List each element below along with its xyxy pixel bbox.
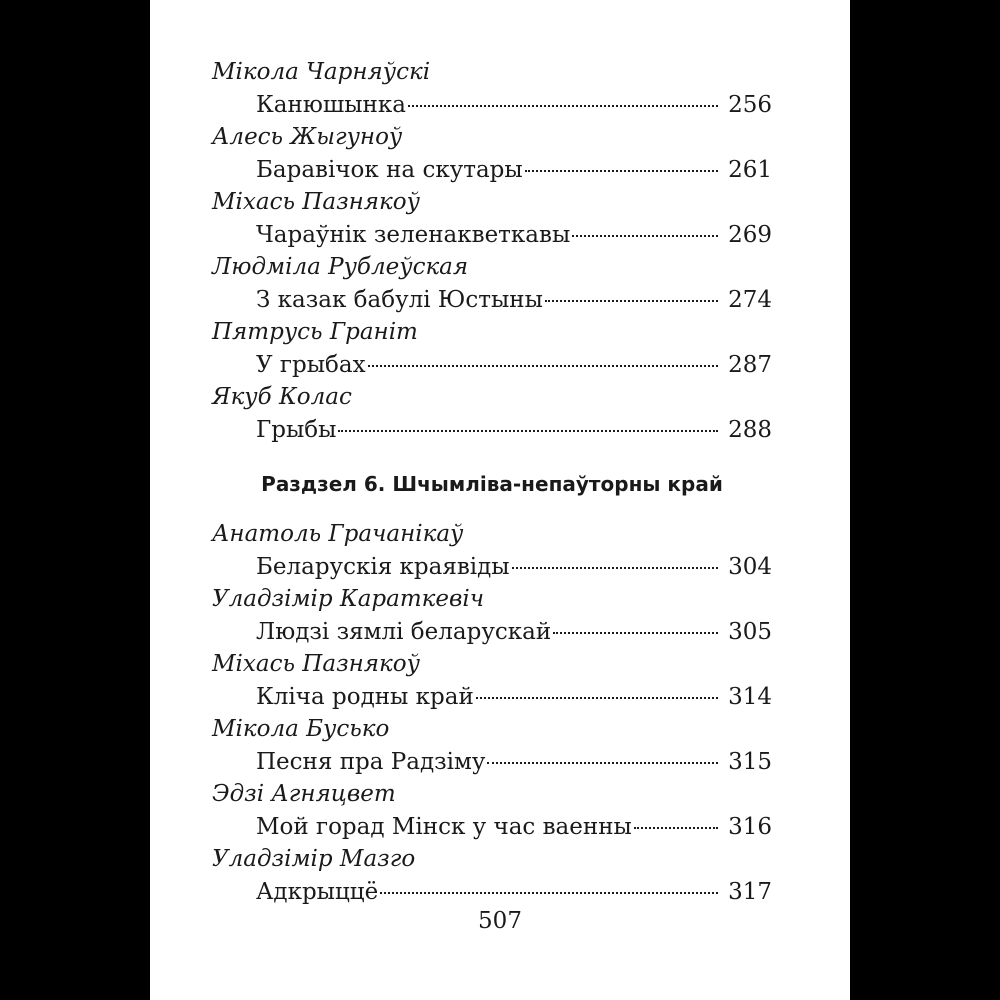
dot-leader [380,892,718,894]
toc-author: Анатоль Грачанікаў [212,521,464,547]
toc-page-number: 304 [728,553,772,580]
dot-leader [525,170,718,172]
toc-title: Грыбы [256,416,337,443]
dot-leader [634,827,718,829]
toc-author: Міхась Пазнякоў [212,189,420,215]
toc-title: Беларускія краявіды [256,553,510,580]
toc-title: Канюшынка [256,91,406,118]
toc-title: З казак бабулі Юстыны [256,286,543,313]
toc-group-2 [212,518,772,908]
toc-page-number: 315 [728,748,772,775]
toc-page-number: 305 [728,618,772,645]
toc-title: Баравічок на скутары [256,156,523,183]
toc-page-number: 287 [728,351,772,378]
toc-item [212,843,772,908]
toc-entry [212,154,772,187]
toc-title: Людзі зямлі беларускай [256,618,552,645]
toc-page-number: 261 [728,156,772,183]
toc-item [212,518,772,583]
toc-author: Мікола Чарняўскі [212,59,431,85]
toc-entry [212,876,772,909]
toc-author: Міхась Пазнякоў [212,651,420,677]
book-page [150,0,850,1000]
toc-entry [212,89,772,122]
toc-title: Кліча родны край [256,683,474,710]
toc-item [212,251,772,316]
dot-leader [408,105,718,107]
dot-leader [487,762,718,764]
toc-title: Адкрыццё [256,878,379,905]
dot-leader [572,235,718,237]
toc-entry [212,551,772,584]
section-heading: Раздзел 6. Шчымліва-непаўторны край [261,472,723,496]
toc-page-number: 274 [728,286,772,313]
toc-title: Чараўнік зеленакветкавы [256,221,571,248]
dot-leader [368,365,719,367]
dot-leader [476,697,718,699]
toc-entry [212,681,772,714]
toc-item [212,186,772,251]
toc-entry [212,746,772,779]
table-of-contents [212,56,772,908]
toc-item [212,713,772,778]
toc-author: Якуб Колас [212,384,352,410]
dot-leader [553,632,718,634]
toc-page-number: 288 [728,416,772,443]
toc-item [212,121,772,186]
dot-leader [545,300,718,302]
toc-entry [212,284,772,317]
dot-leader [338,430,718,432]
toc-item [212,316,772,381]
toc-title: У грыбах [256,351,366,378]
toc-page-number: 256 [728,91,772,118]
toc-entry [212,616,772,649]
toc-author: Уладзімір Мазго [212,846,416,872]
toc-item [212,583,772,648]
toc-entry [212,219,772,252]
toc-page-number: 317 [728,878,772,905]
page-number: 507 [478,908,522,934]
toc-author: Людміла Рублеўская [212,254,469,280]
toc-author: Уладзімір Караткевіч [212,586,485,612]
toc-page-number: 269 [728,221,772,248]
toc-page-number: 316 [728,813,772,840]
toc-entry [212,414,772,447]
toc-author: Мікола Бусько [212,716,390,742]
toc-author: Пятрусь Граніт [212,319,418,345]
toc-item [212,648,772,713]
toc-page-number: 314 [728,683,772,710]
toc-item [212,381,772,446]
toc-item [212,778,772,843]
dot-leader [512,567,718,569]
toc-title: Мой горад Мінск у час ваенны [256,813,632,840]
toc-group-1 [212,56,772,446]
toc-author: Эдзі Агняцвет [212,781,396,807]
toc-author: Алесь Жыгуноў [212,124,403,150]
toc-title: Песня пра Радзіму [256,748,486,775]
toc-item [212,56,772,121]
toc-entry [212,349,772,382]
toc-entry [212,811,772,844]
